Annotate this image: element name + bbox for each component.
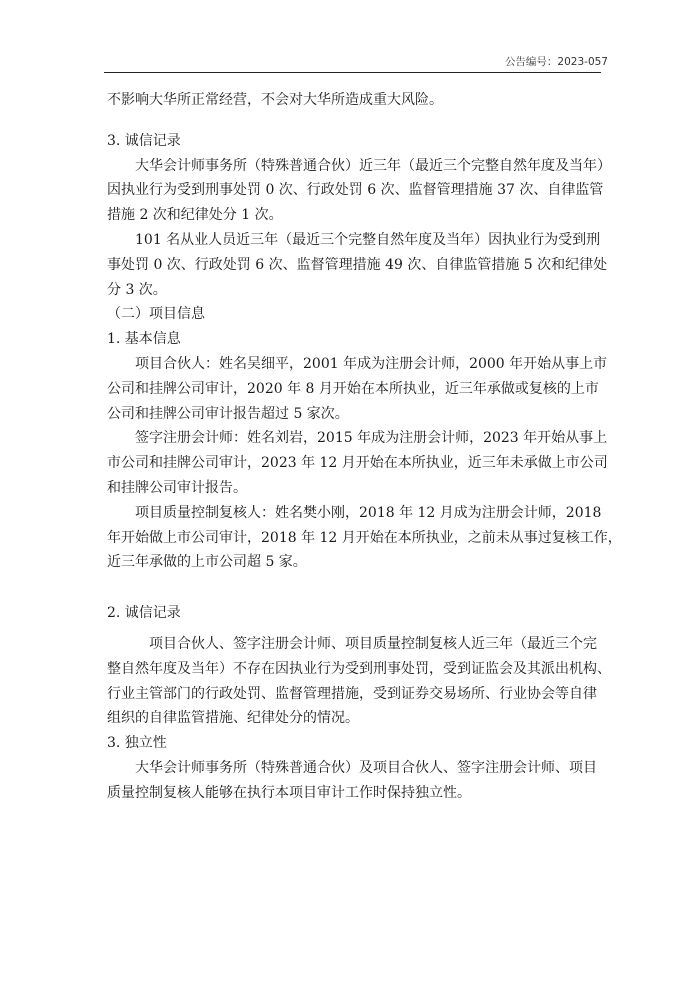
document-body <box>106 88 622 806</box>
text-line: 大华会计师事务所（特殊普通合伙）及项目合伙人、签字注册会计师、项目 <box>135 759 597 776</box>
partner-paragraph <box>106 352 608 426</box>
basic-info-title: 1. 基本信息 <box>107 331 181 348</box>
text-line: 质量控制复核人能够在执行本项目审计工作时保持独立性。 <box>107 784 471 801</box>
header-divider <box>104 72 601 73</box>
reviewer-paragraph <box>106 501 622 575</box>
text-line: 整自然年度及当年）不存在因执业行为受到刑事处罚，受到证监会及其派出机构、 <box>107 660 611 677</box>
text-line: 项目质量控制复核人：姓名樊小刚，2018 年 12 月成为注册会计师，2018 <box>135 504 602 521</box>
text-line: 事处罚 0 次、行政处罚 6 次、监督管理措施 49 次、自律监管措施 5 次和纪律处 <box>107 256 608 273</box>
signing-cpa-paragraph <box>106 426 608 500</box>
text-line: 年开始做上市公司审计，2018 年 12 月开始在本所执业，之前未从事过复核工作， <box>107 529 622 546</box>
text-line: 行业主管部门的行政处罚、监督管理措施，受到证券交易场所、行业协会等自律 <box>107 685 597 702</box>
intro-line: 不影响大华所正常经营，不会对大华所造成重大风险。 <box>107 92 443 108</box>
text-line: 项目合伙人：姓名吴细平，2001 年成为注册会计师，2000 年开始从事上市 <box>135 355 608 372</box>
text-line: 和挂牌公司审计报告。 <box>107 479 247 496</box>
integrity-paragraph-2 <box>106 228 608 302</box>
integrity-paragraph-1 <box>106 154 611 228</box>
text-line: 大华会计师事务所（特殊普通合伙）近三年（最近三个完整自然年度及当年） <box>135 157 611 174</box>
integrity-title-1: 3. 诚信记录 <box>107 132 181 149</box>
project-info-title: （二）项目信息 <box>107 306 205 323</box>
integrity-paragraph-3 <box>106 632 611 731</box>
text-line: 分 3 次。 <box>107 281 167 298</box>
text-line: 组织的自律监管措施、纪律处分的情况。 <box>107 710 359 727</box>
text-line: 101 名从业人员近三年（最近三个完整自然年度及当年）因执业行为受到刑 <box>135 231 601 248</box>
text-line: 项目合伙人、签字注册会计师、项目质量控制复核人近三年（最近三个完 <box>149 635 597 652</box>
independence-title: 3. 独立性 <box>107 735 167 752</box>
integrity-title-2: 2. 诚信记录 <box>107 605 181 622</box>
text-line: 措施 2 次和纪律处分 1 次。 <box>107 207 283 224</box>
text-line: 因执业行为受到刑事处罚 0 次、行政处罚 6 次、监督管理措施 37 次、自律监管 <box>107 182 604 199</box>
text-line: 公司和挂牌公司审计，2020 年 8 月开始在本所执业，近三年承做或复核的上市 <box>107 380 599 397</box>
text-line: 公司和挂牌公司审计报告超过 5 家次。 <box>107 405 349 422</box>
independence-paragraph <box>106 756 599 806</box>
text-line: 近三年承做的上市公司超 5 家。 <box>107 554 307 571</box>
text-line: 签字注册会计师：姓名刘岩，2015 年成为注册会计师，2023 年开始从事上 <box>135 430 608 447</box>
text-line: 市公司和挂牌公司审计，2023 年 12 月开始在本所执业，近三年未承做上市公司 <box>107 455 608 472</box>
notice-number: 公告编号：2023-057 <box>504 56 608 68</box>
